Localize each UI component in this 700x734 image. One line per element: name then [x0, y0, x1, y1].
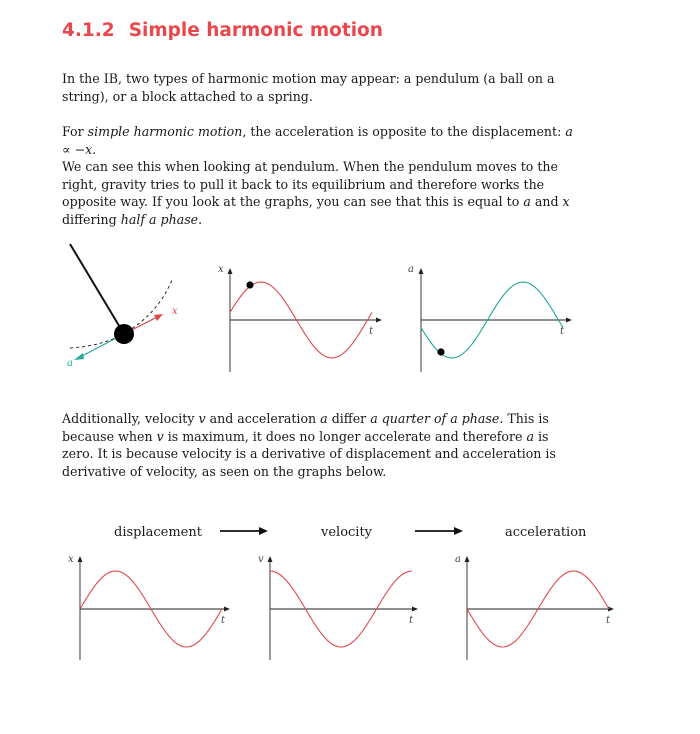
text: differing: [62, 211, 121, 227]
text: Additionally, velocity: [62, 411, 199, 426]
x-axis-arrowhead: [412, 607, 418, 612]
emphasis-term: a quarter of a phase: [370, 411, 500, 426]
acceleration-label: a: [67, 358, 73, 369]
text: and: [530, 194, 563, 209]
graph-acceleration: [455, 554, 614, 660]
emphasis-term: half a phase: [120, 211, 199, 227]
text: is maximum, it does no longer accelerate and therefore: [163, 428, 527, 444]
variable: a: [523, 194, 531, 209]
arrow-to-acceleration-head: [454, 527, 463, 535]
x-axis-arrowhead: [224, 607, 230, 612]
x-axis-label: t: [221, 615, 226, 626]
x-axis-label: t: [409, 615, 414, 626]
emphasis-term: simple harmonic motion: [87, 124, 243, 139]
variable: v: [198, 411, 206, 426]
paragraph-intro-text: In the IB, two types of harmonic motion may appear: a pendulum (a ball on a string), or a block attached to a spring.: [62, 71, 555, 104]
text: and acceleration: [205, 411, 321, 426]
text: For: [62, 124, 88, 139]
text: We can see this when looking at pendulum. When the pendulum moves to the right, gravity tries to pull it back to its equilibrium and therefore works the opposite way. If you look at the graphs, you can see that this is equal to: [62, 159, 558, 209]
variable: x: [562, 194, 570, 209]
x-axis-label: t: [606, 615, 611, 626]
y-axis-label: x: [218, 264, 224, 275]
x-axis-label: t: [560, 326, 565, 337]
text: differ: [327, 411, 371, 426]
text: is zero. It is because velocity is a derivative of displacement and acceleration is derivative of velocity, as seen on the graphs below.: [62, 428, 556, 479]
variable: a: [320, 411, 328, 426]
x-axis-label: t: [369, 326, 374, 337]
displacement-label: x: [172, 306, 178, 317]
caption-velocity: velocity: [321, 525, 373, 540]
graph-velocity: [258, 554, 418, 660]
y-axis-label: a: [408, 264, 414, 275]
variable: v: [156, 428, 164, 444]
variable: a: [526, 428, 535, 444]
arrow-to-velocity-head: [259, 527, 268, 535]
graph-displacement: [68, 554, 230, 660]
formula: a ∝ −x.: [62, 124, 573, 157]
section-number: 4.1.2: [62, 20, 115, 41]
y-axis-label: a: [455, 554, 461, 565]
section-title: Simple harmonic motion: [128, 20, 383, 41]
caption-displacement: displacement: [114, 525, 202, 540]
y-axis-label: v: [258, 554, 264, 565]
y-axis-arrowhead: [465, 556, 470, 562]
y-axis-arrowhead: [268, 556, 273, 562]
y-axis-label: x: [68, 554, 74, 565]
text: , the acceleration is opposite to the displacement:: [242, 124, 566, 139]
text: . This is because when: [62, 411, 549, 444]
y-axis-arrowhead: [78, 556, 83, 562]
text: .: [198, 211, 203, 227]
caption-acceleration: acceleration: [505, 525, 587, 540]
